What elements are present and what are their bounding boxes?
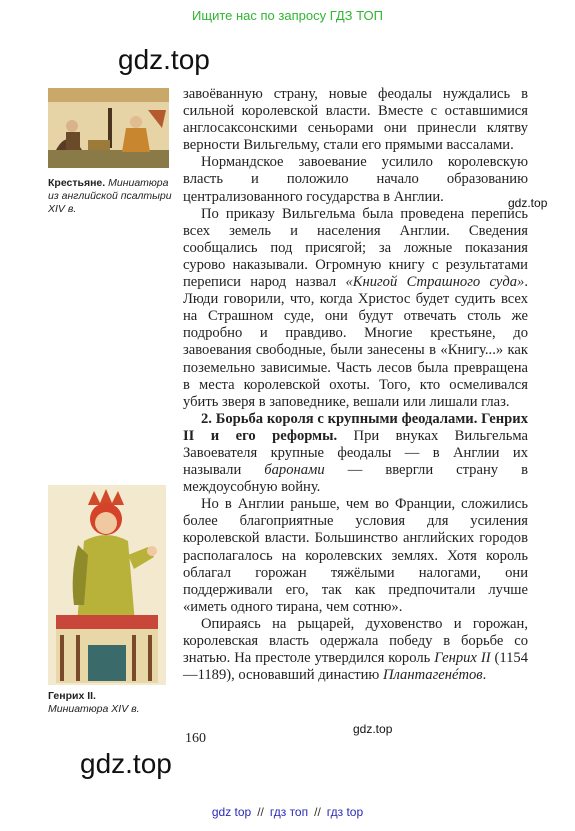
paragraph-1: завоёванную страну, новые феодалы нуждались в сильной королевской власти. Вместе с оставшимися англосаксонскими сеньорами они принесли клятву верности Вильгельму, стали его прямыми вассалами. [183, 86, 528, 154]
bottom-link-2[interactable]: гдз топ [269, 805, 309, 819]
paragraph-5: Но в Англии раньше, чем во Франции, сложились более благоприятные условия для усиления королевской власти. Большинство английских городов располагалось на королевских землях. Хотя король облагал горожан тяжёлыми налогами, они поддерживали его, так как предпочитали лучше «иметь одного тирана, чем сотню». [183, 496, 528, 615]
peasants-caption [48, 177, 173, 216]
domesday-book-title: «Книгой Страшного суда» [345, 274, 525, 291]
bottom-links [0, 805, 575, 819]
caption-text: Миниатюра XIV в. [48, 703, 140, 715]
henry-miniature [48, 485, 166, 685]
separator: // [257, 805, 264, 819]
caption-title: Крестьяне. [48, 177, 106, 189]
watermark-bottom-left: gdz.top [80, 748, 172, 779]
page-number: 160 [185, 731, 206, 746]
paragraph-3: По приказу Вильгельма была проведена перепись всех земель и населения Англии. Сведения сообщались под присягой; за ложные показания сурово наказывали. Огромную книгу с результатами переписи народ назвал «Книгой Страшного суда». Люди говорили, что, когда Христос будет судить всех на Страшном суде, они будут отвечать столь же подробно и правдиво. Многие крестьяне, до завоевания свободные, были занесены в «Книгу...» как поземельно зависимые. Часть лесов была превращена в места королевской охоты. Того, кто осмеливался убить зверя в заповеднике, вешали или лишали глаз. [183, 205, 528, 410]
henry-caption [48, 690, 173, 716]
watermark-bottom-mid: gdz.top [353, 722, 393, 736]
search-banner: Ищите нас по запросу ГДЗ ТОП [192, 8, 383, 23]
paragraph-2: Нормандское завоевание усилило королевскую власть и положило начало образованию централизованного государства в Англии. [183, 154, 528, 205]
watermark-top-left: gdz.top [118, 44, 210, 75]
watermark-right: gdz.top [508, 196, 548, 210]
bottom-link-1[interactable]: gdz top [211, 805, 252, 819]
section-heading: 2. Борьба короля с крупными феодалами. Генрих II и его реформы. [183, 410, 528, 444]
separator: // [314, 805, 321, 819]
caption-title: Генрих II. [48, 690, 96, 702]
peasants-miniature [48, 88, 169, 168]
term-barons: баронами [264, 462, 325, 479]
main-text-column [183, 86, 528, 684]
paragraph-4: 2. Борьба короля с крупными феодалами. Генрих II и его реформы. При внуках Вильгельма Завоевателя крупные феодалы — в Англии их называли баронами — ввергли страну в междоусобную войну. [183, 410, 528, 496]
bottom-link-3[interactable]: гдз top [326, 805, 364, 819]
dynasty-name: Плантагенéтов [382, 667, 483, 684]
caption-text: Миниатюра из английской псалтыри XIV в. [48, 177, 172, 215]
name-henry-ii: Генрих II [434, 650, 491, 667]
paragraph-6: Опираясь на рыцарей, духовенство и горожан, королевская власть одержала победу в борьбе со знатью. На престоле утвердился король Генрих II (1154—1189), основавший династию Плантагенéтов. [183, 615, 529, 684]
